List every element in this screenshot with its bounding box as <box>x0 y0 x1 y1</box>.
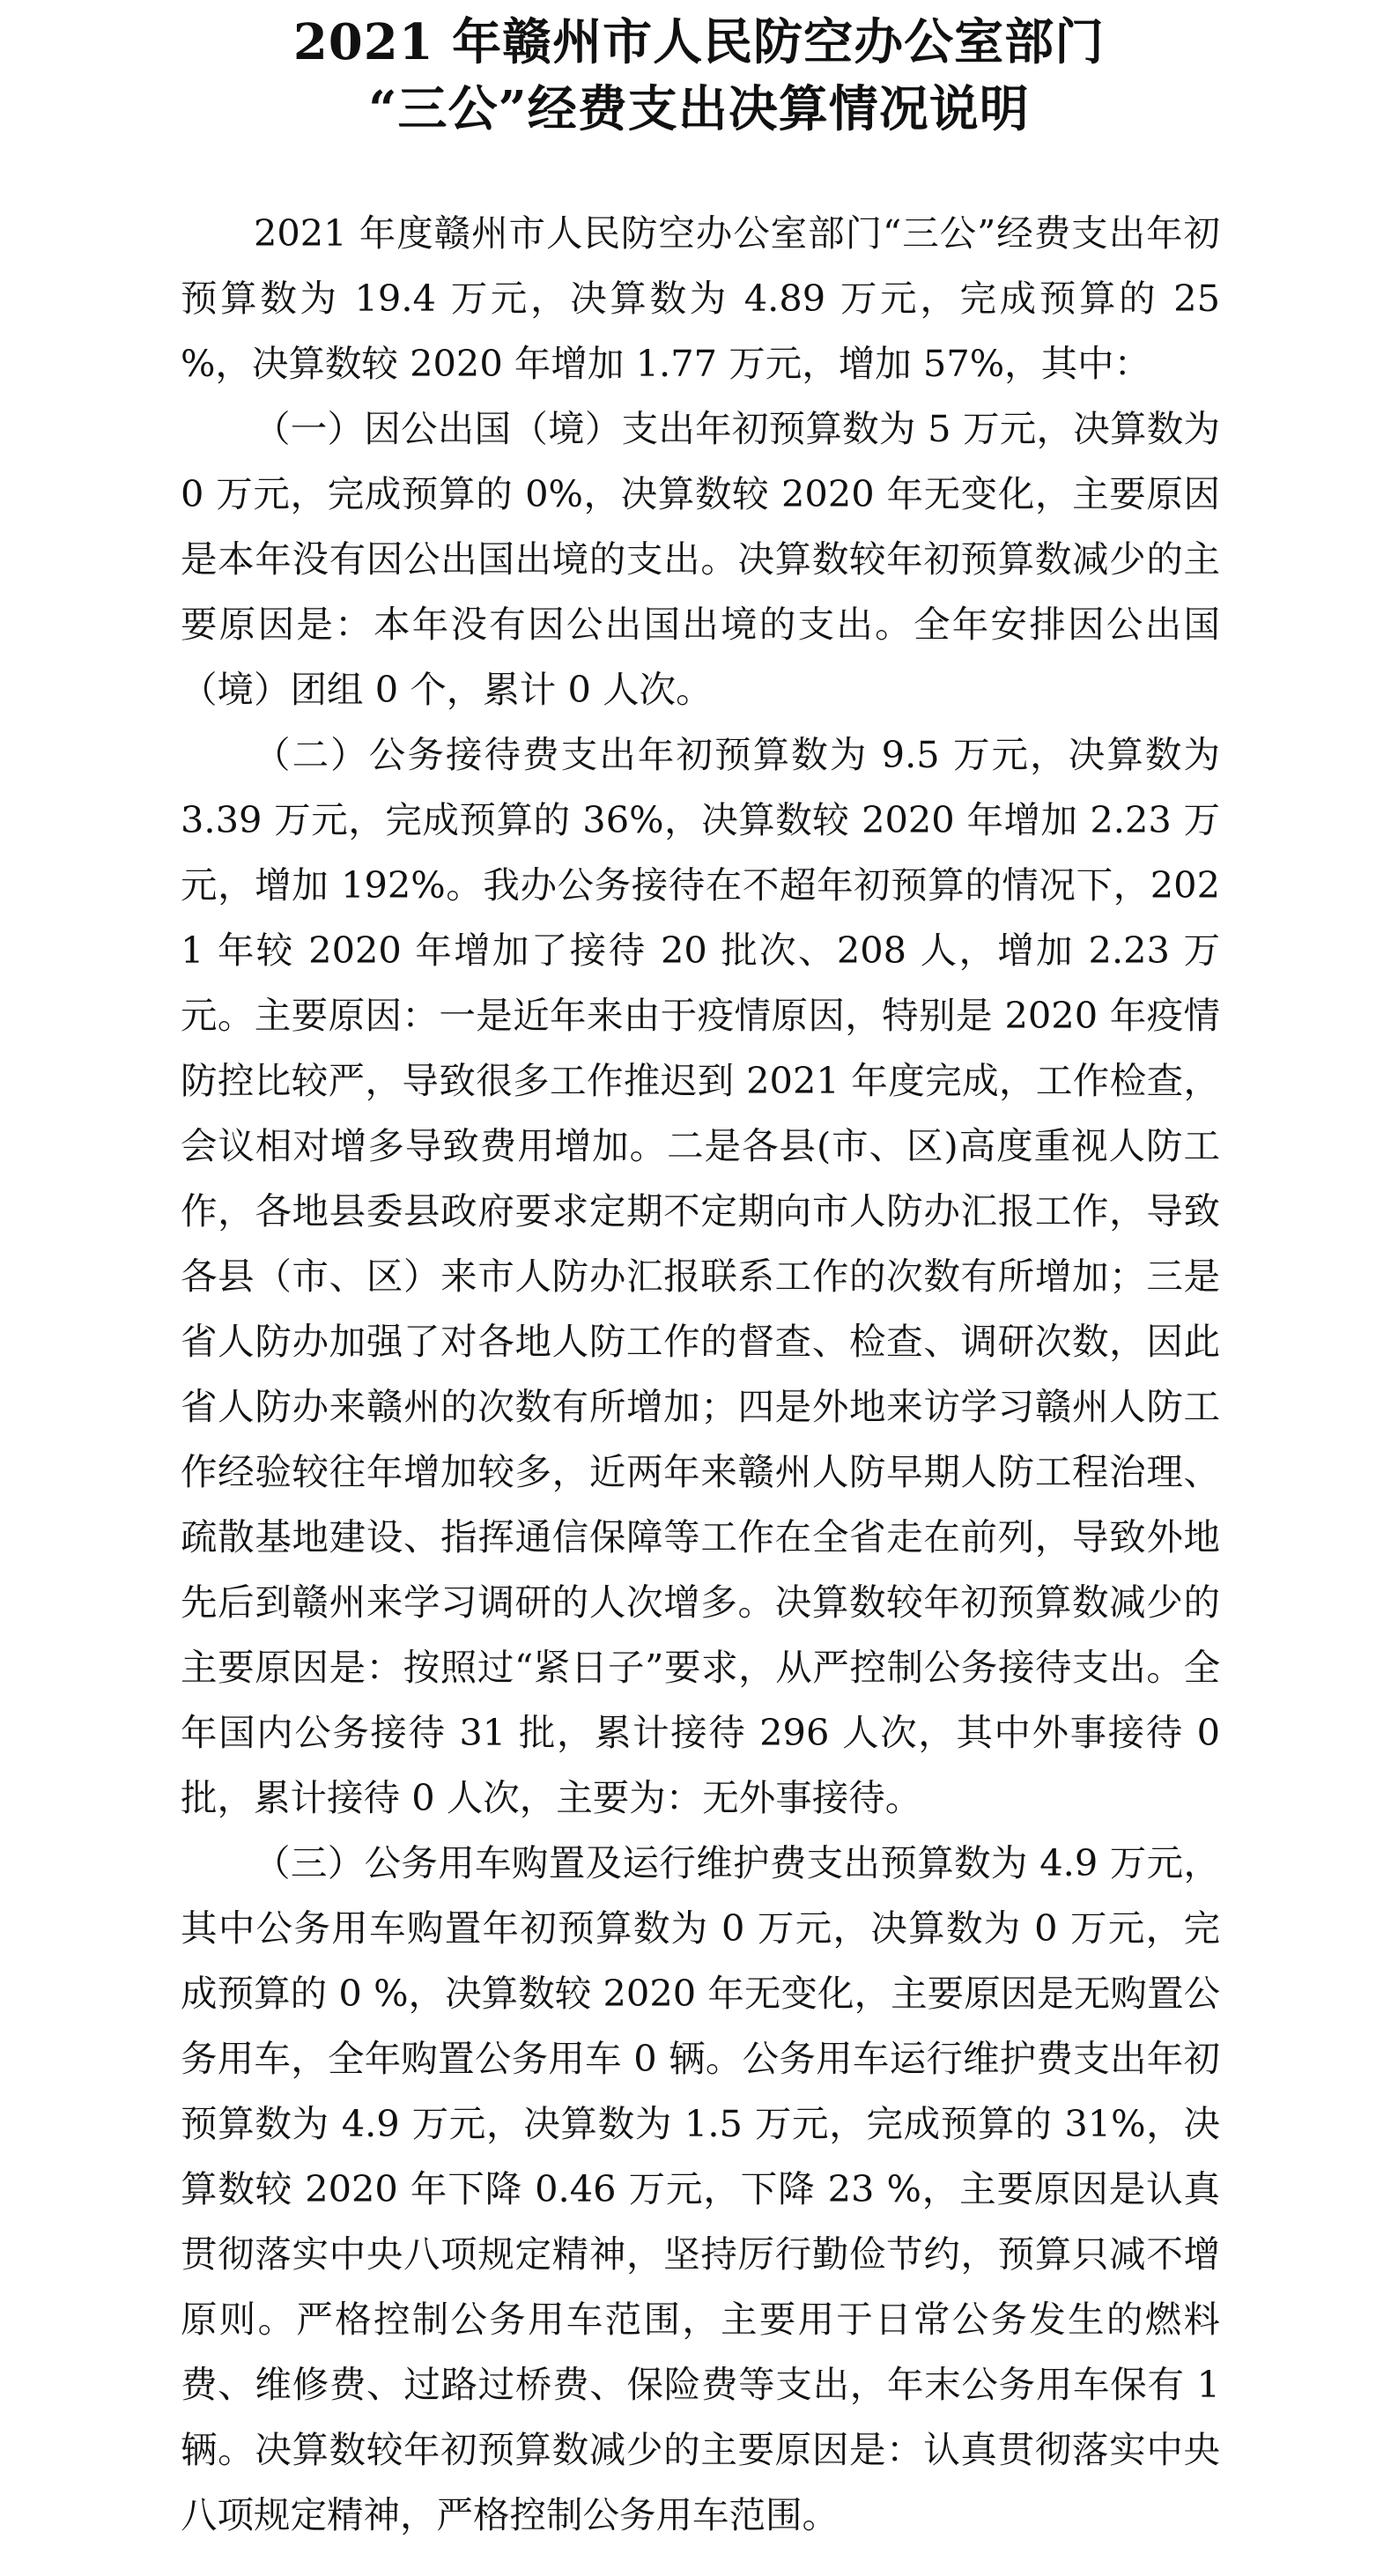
document-body <box>181 201 1220 2548</box>
paragraph-official-vehicles: （三）公务用车购置及运行维护费支出预算数为 4.9 万元，其中公务用车购置年初预算数为 0 万元，决算数为 0 万元，完成预算的 0 %，决算数较 2020 年无变化，主要原因是无购置公务用车，全年购置公务用车 0 辆。公务用车运行维护费支出年初预算数为 4.9 万元，决算数为 1.5 万元，完成预算的 31%，决算数较 2020 年下降 0.46 万元，下降 23 %，主要原因是认真贯彻落实中央八项规定精神，坚持厉行勤俭节约，预算只减不增原则。严格控制公务用车范围，主要用于日常公务发生的燃料费、维修费、过路过桥费、保险费等支出，年末公务用车保有 1 辆。决算数较年初预算数减少的主要原因是：认真贯彻落实中央八项规定精神，严格控制公务用车范围。 <box>181 1841 1220 2536</box>
document-title-line-1: 2021 年赣州市人民防空办公室部门 <box>292 13 1106 71</box>
paragraph-official-reception: （二）公务接待费支出年初预算数为 9.5 万元，决算数为 3.39 万元，完成预算的 36%，决算数较 2020 年增加 2.23 万元，增加 192%。我办公务接待在不超年初预算的情况下，2021 年较 2020 年增加了接待 20 批次、208 人，增加 2.23 万元。主要原因：一是近年来由于疫情原因，特别是 2020 年疫情防控比较严，导致很多工作推迟到 2021 年度完成，工作检查，会议相对增多导致费用增加。二是各县(市、区)高度重视人防工作，各地县委县政府要求定期不定期向市人防办汇报工作，导致各县（市、区）来市人防办汇报联系工作的次数有所增加；三是省人防办加强了对各地人防工作的督查、检查、调研次数，因此省人防办来赣州的次数有所增加；四是外地来访学习赣州人防工作经验较往年增加较多，近两年来赣州人防早期人防工程治理、疏散基地建设、指挥通信保障等工作在全省走在前列，导致外地先后到赣州来学习调研的人次增多。决算数较年初预算数减少的主要原因是：按照过“紧日子”要求，从严控制公务接待支出。全年国内公务接待 31 批，累计接待 296 人次，其中外事接待 0 批，累计接待 0 人次，主要为：无外事接待。 <box>181 733 1220 1819</box>
paragraph-overseas-travel: （一）因公出国（境）支出年初预算数为 5 万元，决算数为 0 万元，完成预算的 0%，决算数较 2020 年无变化，主要原因是本年没有因公出国出境的支出。决算数较年初预算数减少的主要原因是：本年没有因公出国出境的支出。全年安排因公出国（境）团组 0 个，累计 0 人次。 <box>181 407 1220 711</box>
document-title-line-2: “三公”经费支出决算情况说明 <box>368 80 1030 138</box>
paragraph-summary: 2021 年度赣州市人民防空办公室部门“三公”经费支出年初预算数为 19.4 万元，决算数为 4.89 万元，完成预算的 25 %，决算数较 2020 年增加 1.77 万元，增加 57%，其中： <box>181 211 1220 385</box>
